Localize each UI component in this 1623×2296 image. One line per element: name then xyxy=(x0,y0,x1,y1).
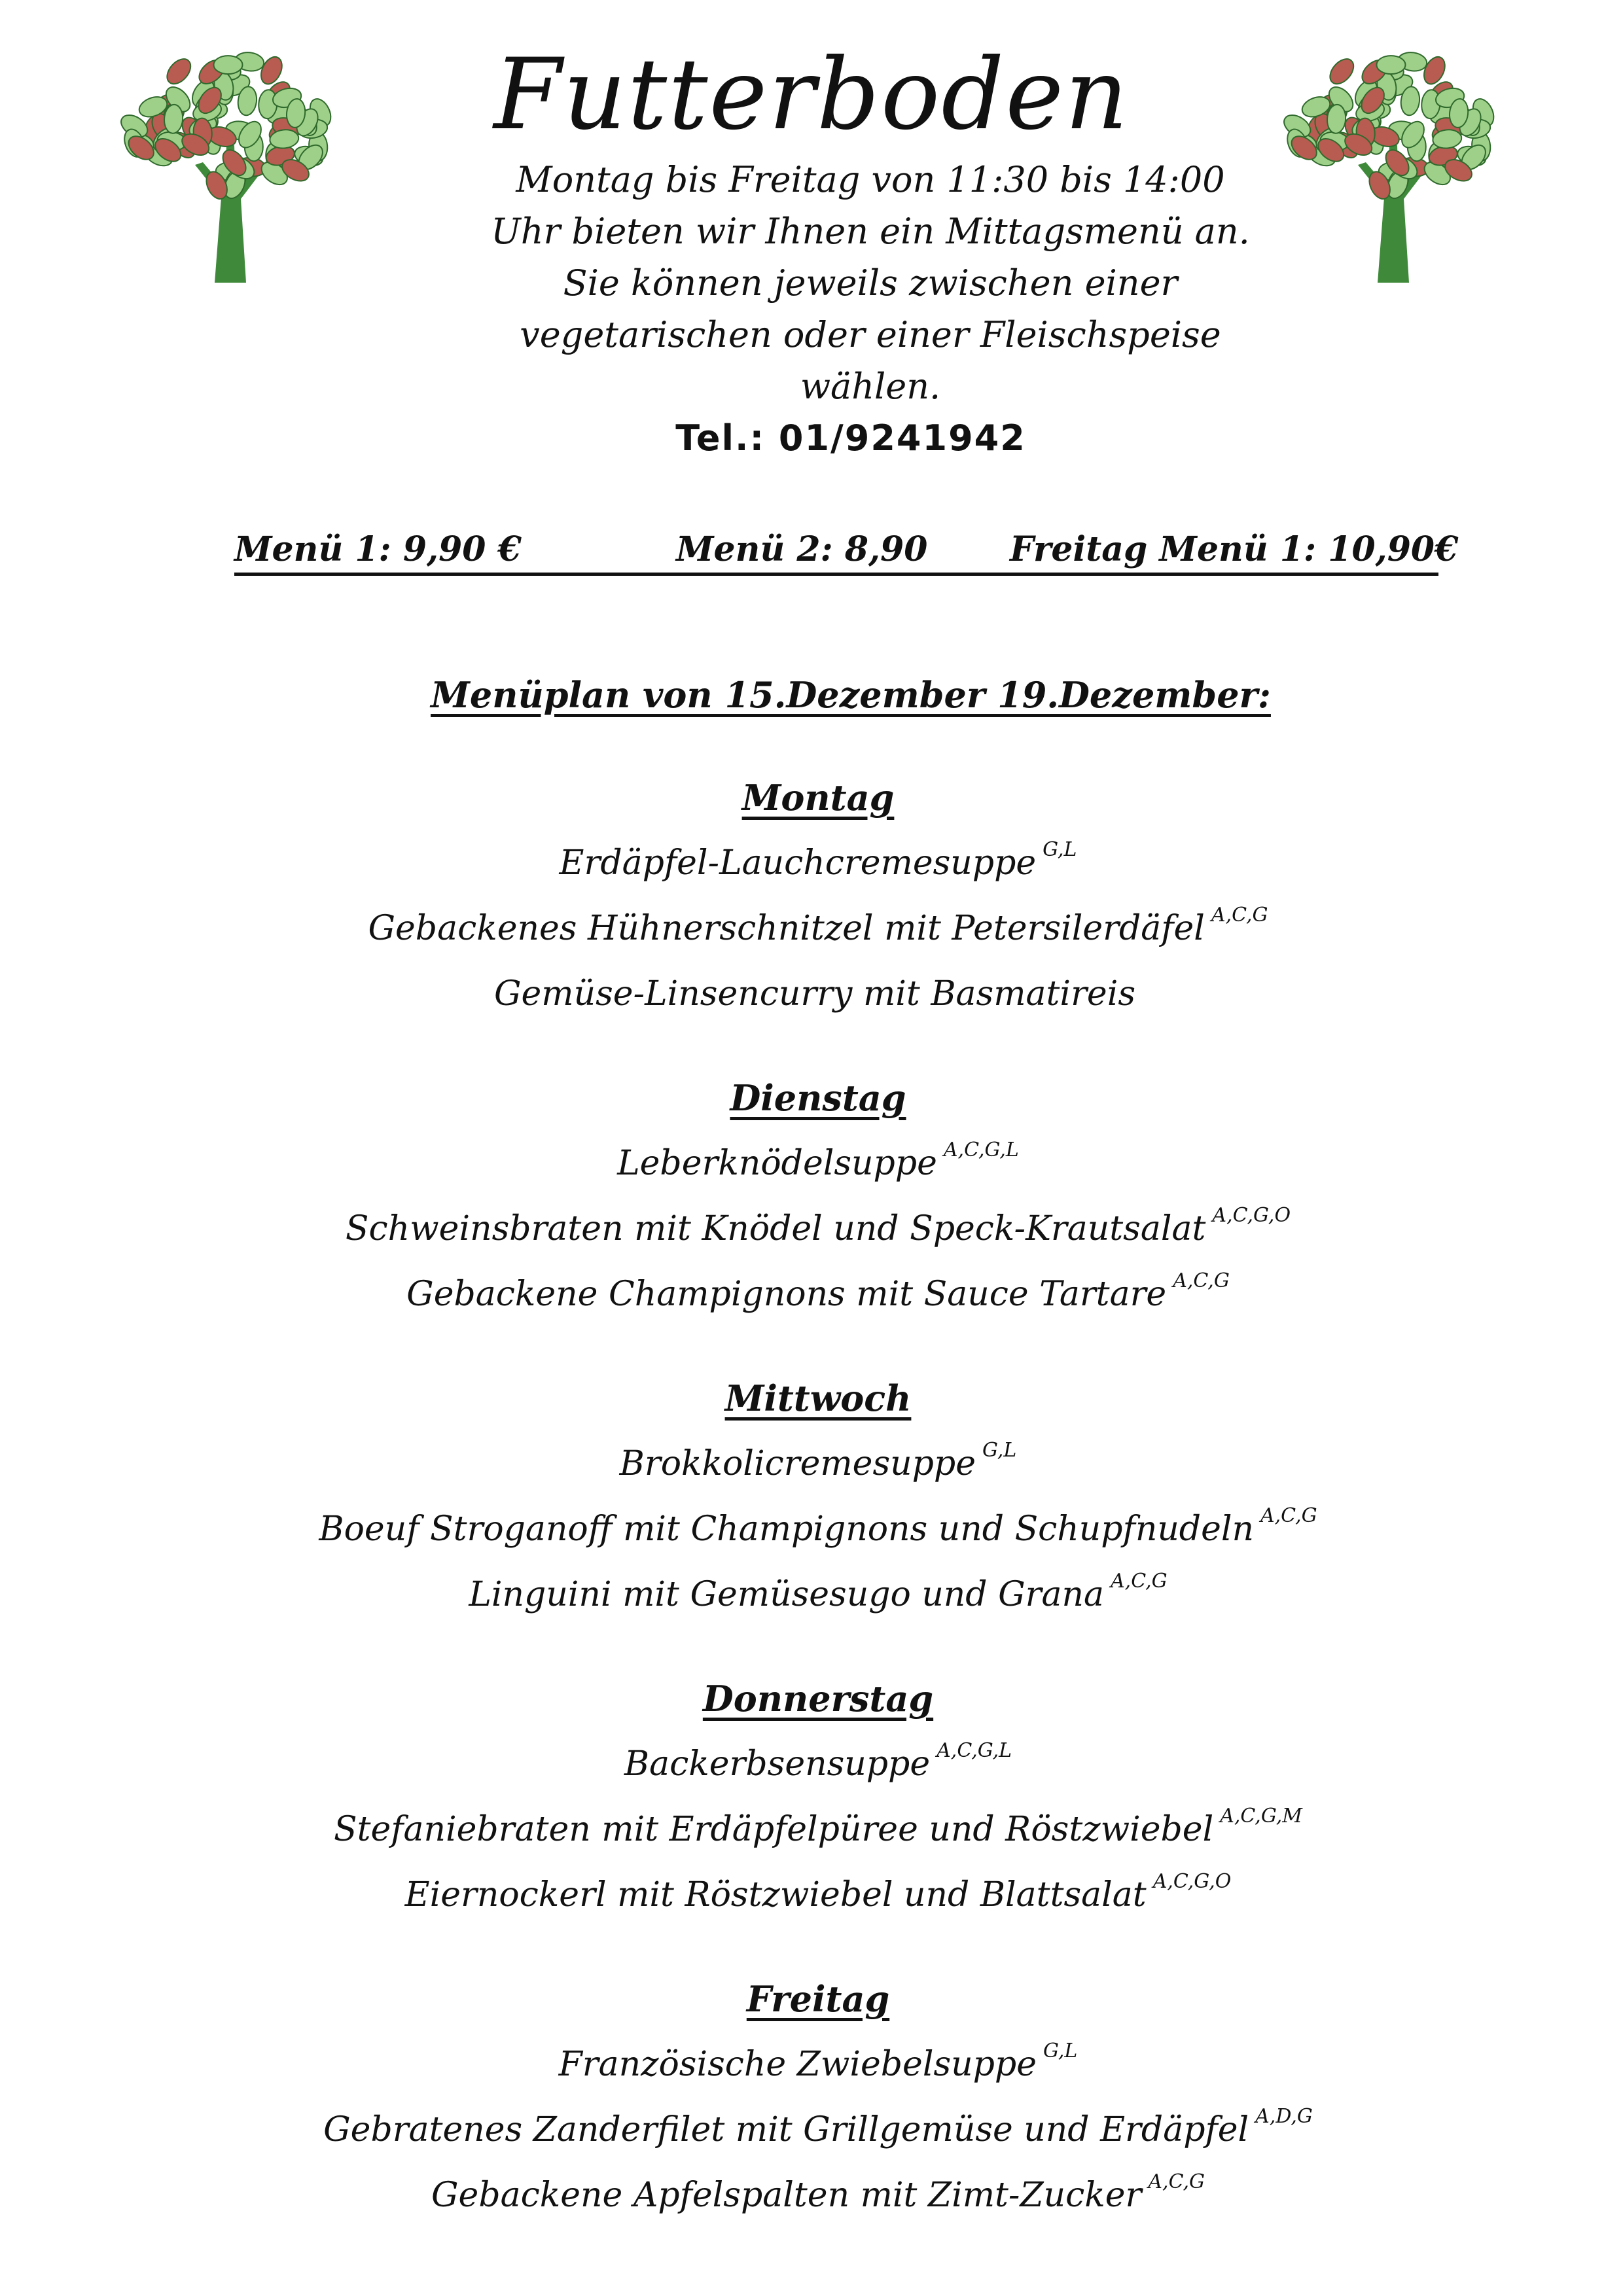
dish-text: Stefaniebraten mit Erdäpfelpüree und Röstzwiebel xyxy=(333,1810,1214,1849)
intro-line: wählen. xyxy=(800,366,941,407)
dish-text: Gebackene Apfelspalten mit Zimt-Zucker xyxy=(431,2176,1142,2215)
intro-line: Uhr bieten wir Ihnen ein Mittagsmenü an. xyxy=(491,211,1250,252)
allergen-codes: A,C,G xyxy=(1173,1269,1230,1292)
day-name: Donnerstag xyxy=(702,1678,934,1720)
allergen-codes: G,L xyxy=(1043,838,1077,861)
menu2-price: Menü 2: 8,90 xyxy=(676,529,928,569)
friday-menu1-price: Freitag Menü 1: 10,90€ xyxy=(1010,529,1459,569)
day-name: Dienstag xyxy=(730,1077,906,1119)
allergen-codes: A,C,G xyxy=(1260,1504,1317,1527)
day-block-wednesday xyxy=(0,1373,1623,1621)
allergen-codes: A,C,G,O xyxy=(1212,1204,1291,1227)
allergen-codes: G,L xyxy=(1043,2040,1078,2062)
dish xyxy=(0,2025,1623,2091)
dish-text: Backerbsensuppe xyxy=(624,1744,931,1784)
intro-line: vegetarischen oder einer Fleischspeise xyxy=(520,314,1221,355)
intro-line: Montag bis Freitag von 11:30 bis 14:00 xyxy=(516,159,1225,200)
allergen-codes: A,C,G xyxy=(1111,1570,1168,1593)
intro-line: Sie können jeweils zwischen einer xyxy=(563,262,1178,304)
dish xyxy=(0,889,1623,955)
day-block-friday xyxy=(0,1973,1623,2221)
menu1-price: Menü 1: 9,90 € xyxy=(234,529,522,569)
allergen-codes: A,C,G xyxy=(1148,2170,1205,2193)
allergen-codes: A,C,G,M xyxy=(1220,1805,1302,1828)
dish xyxy=(0,824,1623,889)
dish-text: Gebratenes Zanderfilet mit Grillgemüse und Erdäpfel xyxy=(323,2110,1249,2149)
menu-days xyxy=(0,772,1623,2274)
dish-text: Linguini mit Gemüsesugo und Grana xyxy=(469,1575,1105,1614)
day-name: Montag xyxy=(741,777,895,819)
allergen-codes: A,C,G,L xyxy=(936,1739,1012,1762)
allergen-codes: A,C,G xyxy=(1211,904,1268,927)
dish xyxy=(0,1790,1623,1856)
dish xyxy=(0,1255,1623,1320)
dish-text: Eiernockerl mit Röstzwiebel und Blattsalat xyxy=(404,1875,1147,1915)
dish-text: Erdäpfel-Lauchcremesuppe xyxy=(559,843,1037,883)
day-block-tuesday xyxy=(0,1072,1623,1320)
dish-text: Boeuf Stroganoff mit Champignons und Schupfnudeln xyxy=(319,1510,1254,1549)
dish xyxy=(0,1725,1623,1790)
menu-plan-title: Menüplan von 15.Dezember 19.Dezember: xyxy=(431,674,1271,716)
dish xyxy=(0,1856,1623,1921)
day-name: Mittwoch xyxy=(724,1377,912,1419)
dish-text: Brokkolicremesuppe xyxy=(619,1444,976,1483)
day-name: Freitag xyxy=(746,1978,890,2020)
allergen-codes: A,C,G,O xyxy=(1152,1870,1232,1893)
dish xyxy=(0,2091,1623,2156)
day-block-monday xyxy=(0,772,1623,1020)
dish-text: Gebackenes Hühnerschnitzel mit Petersilerdäfel xyxy=(368,909,1205,948)
dish xyxy=(0,1424,1623,1490)
dish-text: Gemüse-Linsencurry mit Basmatireis xyxy=(493,974,1136,1014)
dish xyxy=(0,955,1623,1020)
dish xyxy=(0,1124,1623,1190)
dish xyxy=(0,2156,1623,2221)
dish xyxy=(0,1490,1623,1555)
dish xyxy=(0,1555,1623,1621)
dish-text: Französische Zwiebelsuppe xyxy=(558,2045,1037,2084)
intro-text xyxy=(419,154,1322,412)
price-bar xyxy=(234,527,1459,576)
allergen-codes: A,D,G xyxy=(1255,2105,1313,2128)
allergen-codes: A,C,G,L xyxy=(943,1139,1019,1161)
dish xyxy=(0,1190,1623,1255)
phone-number: Tel.: 01/9241942 xyxy=(675,417,1026,459)
dish-text: Leberknödelsuppe xyxy=(617,1144,937,1183)
page-title: Futterboden xyxy=(493,38,1130,152)
dish-text: Gebackene Champignons mit Sauce Tartare xyxy=(406,1275,1167,1314)
day-block-thursday xyxy=(0,1673,1623,1921)
dish-text: Schweinsbraten mit Knödel und Speck-Krautsalat xyxy=(345,1209,1206,1248)
allergen-codes: G,L xyxy=(982,1439,1017,1462)
